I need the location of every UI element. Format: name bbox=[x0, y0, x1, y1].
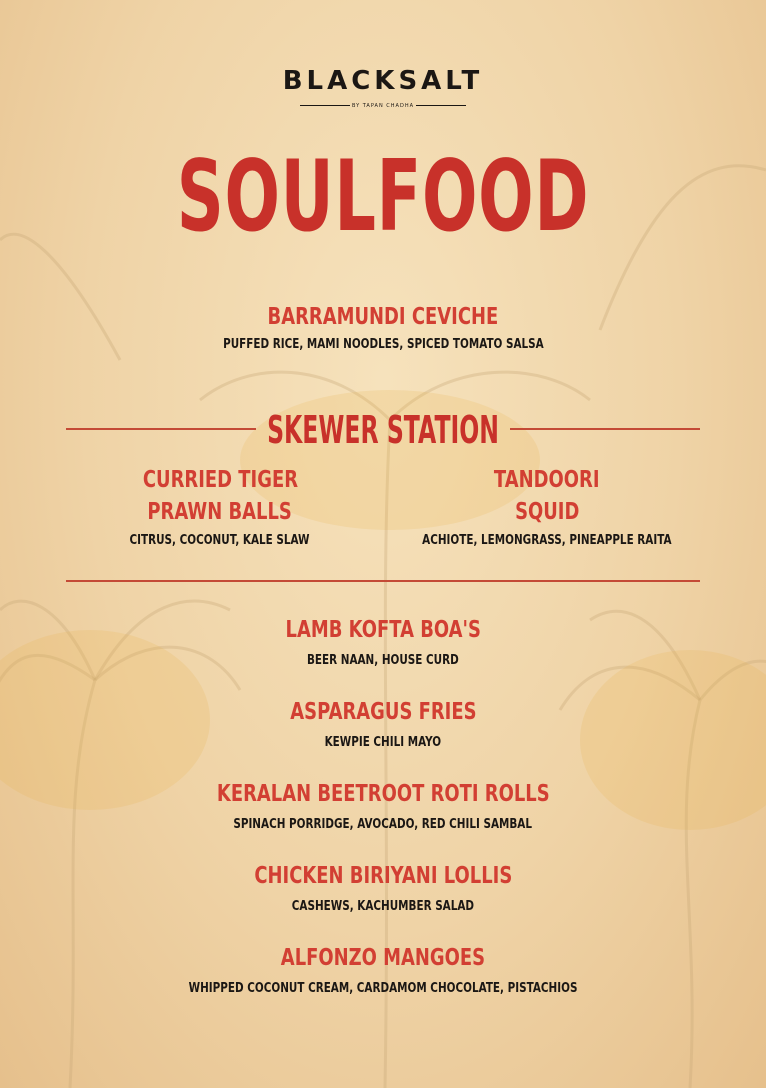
skewer-item-name: CURRIED TIGER bbox=[142, 467, 298, 493]
dish-name: ALFONZO MANGOES bbox=[280, 945, 486, 971]
section-heading: SKEWER STATION bbox=[267, 408, 499, 452]
skewer-item-desc: ACHIOTE, LEMONGRASS, PINEAPPLE RAITA bbox=[422, 533, 672, 548]
skewer-item-name: SQUID bbox=[514, 499, 580, 525]
skewer-item-desc: CITRUS, COCONUT, KALE SLAW bbox=[129, 533, 311, 548]
dish-name: LAMB KOFTA BOA'S bbox=[285, 617, 481, 643]
featured-dish-name: BARRAMUNDI CEVICHE bbox=[267, 304, 499, 330]
brand-rule-right bbox=[416, 105, 466, 106]
dish-desc: CASHEWS, KACHUMBER SALAD bbox=[291, 899, 475, 914]
skewer-item-name: PRAWN BALLS bbox=[147, 499, 293, 525]
skewer-item-name: TANDOORI bbox=[494, 467, 600, 493]
dish-desc: KEWPIE CHILI MAYO bbox=[324, 735, 442, 750]
dish-name: CHICKEN BIRIYANI LOLLIS bbox=[254, 863, 512, 889]
dish-name: KERALAN BEETROOT ROTI ROLLS bbox=[216, 781, 550, 807]
brand-tagline: BY TAPAN CHADHA bbox=[351, 103, 415, 109]
section-rule-right bbox=[510, 428, 700, 430]
dish-desc: SPINACH PORRIDGE, AVOCADO, RED CHILI SAMBAL bbox=[233, 817, 533, 832]
dish-desc: BEER NAAN, HOUSE CURD bbox=[307, 653, 459, 668]
featured-dish-desc: PUFFED RICE, MAMI NOODLES, SPICED TOMATO SALSA bbox=[222, 337, 544, 352]
brand-logo: BLACKSALT bbox=[282, 66, 484, 96]
page-title: SOULFOOD bbox=[176, 140, 590, 254]
dish-name: ASPARAGUS FRIES bbox=[289, 699, 477, 725]
section-divider bbox=[66, 580, 700, 582]
dish-desc: WHIPPED COCONUT CREAM, CARDAMOM CHOCOLATE, PISTACHIOS bbox=[188, 981, 578, 996]
